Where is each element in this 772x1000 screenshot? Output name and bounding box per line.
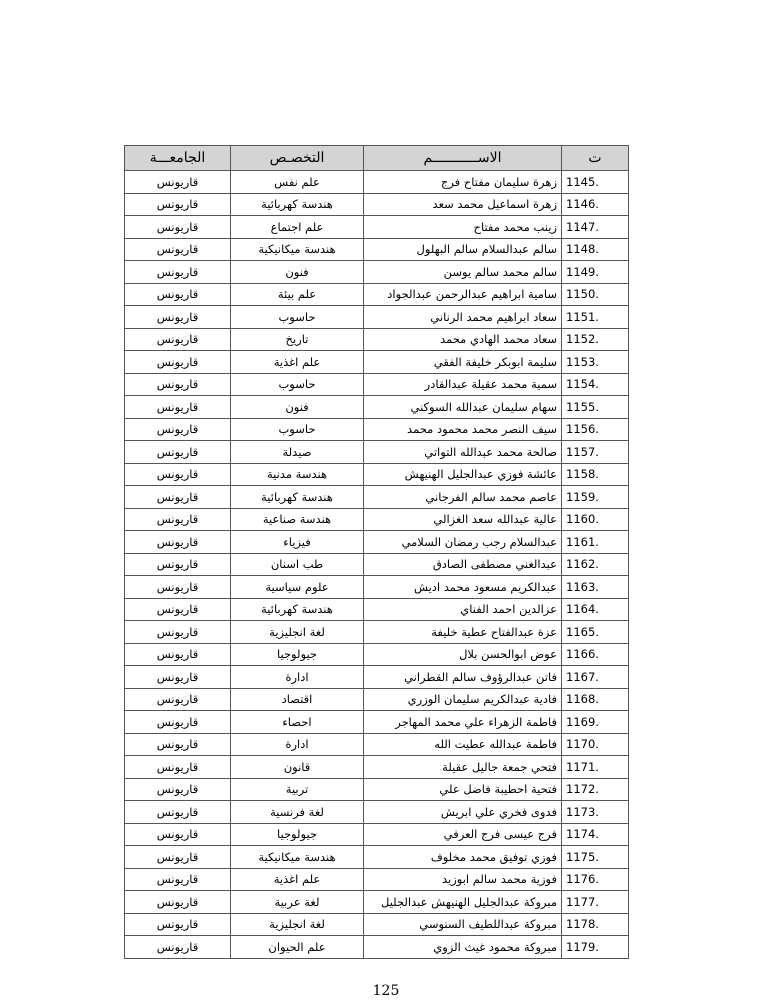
name-cell: عائشة فوزي عبدالجليل الهنيهش	[364, 463, 562, 486]
table-row	[125, 351, 629, 374]
specialization-cell: جيولوجيا	[231, 643, 364, 666]
name-cell: عوض ابوالحسن بلال	[364, 643, 562, 666]
table-row	[125, 576, 629, 599]
name-cell: زينب محمد مفتاح	[364, 216, 562, 239]
number-cell: 1172.	[562, 778, 629, 801]
name-cell: سيف النصر محمد محمود محمد	[364, 418, 562, 441]
name-cell: فتحية احطيبة فاضل علي	[364, 778, 562, 801]
name-cell: فدوى فخري علي ابريش	[364, 801, 562, 824]
table-row	[125, 396, 629, 419]
table-row	[125, 508, 629, 531]
specialization-cell: احصاء	[231, 711, 364, 734]
name-cell: عبدالسلام رجب رمضان السلامي	[364, 531, 562, 554]
university-cell: قاريونس	[125, 193, 231, 216]
name-cell: عزالدين احمد الفناي	[364, 598, 562, 621]
number-cell: 1154.	[562, 373, 629, 396]
university-cell: قاريونس	[125, 463, 231, 486]
specialization-cell: علم اجتماع	[231, 216, 364, 239]
name-cell: سليمة ابوبكر خليفة الفقي	[364, 351, 562, 374]
table-row	[125, 171, 629, 194]
number-cell: 1174.	[562, 823, 629, 846]
university-cell: قاريونس	[125, 891, 231, 914]
specialization-cell: حاسوب	[231, 306, 364, 329]
number-cell: 1160.	[562, 508, 629, 531]
university-cell: قاريونس	[125, 598, 231, 621]
name-cell: زهرة سليمان مفتاح فرج	[364, 171, 562, 194]
university-cell: قاريونس	[125, 913, 231, 936]
header-number: ت	[562, 146, 629, 171]
table-row	[125, 621, 629, 644]
university-cell: قاريونس	[125, 508, 231, 531]
name-cell: سعاد محمد الهادي محمد	[364, 328, 562, 351]
university-cell: قاريونس	[125, 396, 231, 419]
university-cell: قاريونس	[125, 823, 231, 846]
university-cell: قاريونس	[125, 576, 231, 599]
university-cell: قاريونس	[125, 688, 231, 711]
specialization-cell: لغة انجليزية	[231, 621, 364, 644]
specialization-cell: علم اغذية	[231, 868, 364, 891]
name-cell: سالم عبدالسلام سالم البهلول	[364, 238, 562, 261]
table-row	[125, 193, 629, 216]
name-cell: مبروكة عبداللطيف السنوسي	[364, 913, 562, 936]
table-row	[125, 553, 629, 576]
number-cell: 1169.	[562, 711, 629, 734]
number-cell: 1146.	[562, 193, 629, 216]
university-cell: قاريونس	[125, 328, 231, 351]
university-cell: قاريونس	[125, 531, 231, 554]
specialization-cell: هندسة كهربائية	[231, 598, 364, 621]
name-cell: فتحي جمعة جاليل عقيلة	[364, 756, 562, 779]
table-row	[125, 868, 629, 891]
number-cell: 1175.	[562, 846, 629, 869]
university-cell: قاريونس	[125, 666, 231, 689]
name-cell: عبدالغني مصطفى الصادق	[364, 553, 562, 576]
number-cell: 1159.	[562, 486, 629, 509]
table-row	[125, 306, 629, 329]
university-cell: قاريونس	[125, 553, 231, 576]
specialization-cell: فيزياء	[231, 531, 364, 554]
university-cell: قاريونس	[125, 418, 231, 441]
number-cell: 1153.	[562, 351, 629, 374]
specialization-cell: حاسوب	[231, 418, 364, 441]
specialization-cell: فنون	[231, 261, 364, 284]
table-row	[125, 688, 629, 711]
number-cell: 1176.	[562, 868, 629, 891]
table-row	[125, 531, 629, 554]
number-cell: 1155.	[562, 396, 629, 419]
university-cell: قاريونس	[125, 238, 231, 261]
number-cell: 1173.	[562, 801, 629, 824]
specialization-cell: هندسة كهربائية	[231, 193, 364, 216]
specialization-cell: هندسة ميكانيكية	[231, 238, 364, 261]
university-cell: قاريونس	[125, 801, 231, 824]
number-cell: 1152.	[562, 328, 629, 351]
number-cell: 1167.	[562, 666, 629, 689]
table-row	[125, 598, 629, 621]
table-row	[125, 711, 629, 734]
table-row	[125, 666, 629, 689]
university-cell: قاريونس	[125, 756, 231, 779]
table-row	[125, 463, 629, 486]
specialization-cell: هندسة كهربائية	[231, 486, 364, 509]
number-cell: 1164.	[562, 598, 629, 621]
table-row	[125, 936, 629, 959]
table-row	[125, 441, 629, 464]
table-row	[125, 486, 629, 509]
students-table	[124, 145, 629, 959]
specialization-cell: حاسوب	[231, 373, 364, 396]
specialization-cell: علوم سياسية	[231, 576, 364, 599]
table-row	[125, 283, 629, 306]
table-row	[125, 778, 629, 801]
header-specialization: التخصـص	[231, 146, 364, 171]
university-cell: قاريونس	[125, 643, 231, 666]
number-cell: 1148.	[562, 238, 629, 261]
specialization-cell: لغة انجليزية	[231, 913, 364, 936]
name-cell: صالحة محمد عبدالله التواتي	[364, 441, 562, 464]
number-cell: 1150.	[562, 283, 629, 306]
university-cell: قاريونس	[125, 778, 231, 801]
specialization-cell: هندسة صناعية	[231, 508, 364, 531]
number-cell: 1179.	[562, 936, 629, 959]
specialization-cell: جيولوجيا	[231, 823, 364, 846]
page-number: 125	[372, 983, 400, 999]
number-cell: 1156.	[562, 418, 629, 441]
university-cell: قاريونس	[125, 868, 231, 891]
name-cell: سهام سليمان عبدالله السوكني	[364, 396, 562, 419]
table-row	[125, 418, 629, 441]
university-cell: قاريونس	[125, 846, 231, 869]
number-cell: 1162.	[562, 553, 629, 576]
specialization-cell: فنون	[231, 396, 364, 419]
name-cell: فوزية محمد سالم ابوزيد	[364, 868, 562, 891]
specialization-cell: تاريخ	[231, 328, 364, 351]
table-row	[125, 733, 629, 756]
table-row	[125, 801, 629, 824]
name-cell: سالم محمد سالم يوسن	[364, 261, 562, 284]
university-cell: قاريونس	[125, 441, 231, 464]
table-row	[125, 261, 629, 284]
name-cell: فاطمة الزهراء علي محمد المهاجر	[364, 711, 562, 734]
number-cell: 1165.	[562, 621, 629, 644]
name-cell: مبروكة محمود غيث الزوي	[364, 936, 562, 959]
table-row	[125, 846, 629, 869]
number-cell: 1166.	[562, 643, 629, 666]
table-row	[125, 643, 629, 666]
number-cell: 1161.	[562, 531, 629, 554]
table-row	[125, 756, 629, 779]
number-cell: 1171.	[562, 756, 629, 779]
number-cell: 1177.	[562, 891, 629, 914]
university-cell: قاريونس	[125, 733, 231, 756]
name-cell: عاصم محمد سالم الفرجاني	[364, 486, 562, 509]
number-cell: 1157.	[562, 441, 629, 464]
table-header-row	[125, 146, 629, 171]
university-cell: قاريونس	[125, 351, 231, 374]
name-cell: فاتن عبدالرؤوف سالم القطراني	[364, 666, 562, 689]
specialization-cell: علم اغذية	[231, 351, 364, 374]
name-cell: زهرة اسماعيل محمد سعد	[364, 193, 562, 216]
specialization-cell: صيدلة	[231, 441, 364, 464]
number-cell: 1170.	[562, 733, 629, 756]
name-cell: فرج عيسى فرج العرفي	[364, 823, 562, 846]
table-row	[125, 328, 629, 351]
specialization-cell: علم نفس	[231, 171, 364, 194]
specialization-cell: طب اسنان	[231, 553, 364, 576]
table-row	[125, 216, 629, 239]
name-cell: فاطمة عبدالله عطيت الله	[364, 733, 562, 756]
table-row	[125, 823, 629, 846]
number-cell: 1145.	[562, 171, 629, 194]
specialization-cell: ادارة	[231, 733, 364, 756]
name-cell: عالية عبدالله سعد الغزالي	[364, 508, 562, 531]
specialization-cell: لغة فرنسية	[231, 801, 364, 824]
name-cell: فادية عبدالكريم سليمان الوزري	[364, 688, 562, 711]
number-cell: 1147.	[562, 216, 629, 239]
specialization-cell: علم الحيوان	[231, 936, 364, 959]
header-university: الجامعـــة	[125, 146, 231, 171]
table-row	[125, 373, 629, 396]
name-cell: فوزي توفيق محمد مخلوف	[364, 846, 562, 869]
table-row	[125, 913, 629, 936]
university-cell: قاريونس	[125, 711, 231, 734]
specialization-cell: ادارة	[231, 666, 364, 689]
number-cell: 1178.	[562, 913, 629, 936]
university-cell: قاريونس	[125, 171, 231, 194]
name-cell: سامية ابراهيم عبدالرحمن عبدالجواد	[364, 283, 562, 306]
table-row	[125, 238, 629, 261]
name-cell: عزة عبدالفتاح عطية خليفة	[364, 621, 562, 644]
university-cell: قاريونس	[125, 216, 231, 239]
university-cell: قاريونس	[125, 373, 231, 396]
name-cell: عبدالكريم مسعود محمد اديش	[364, 576, 562, 599]
specialization-cell: اقتصاد	[231, 688, 364, 711]
specialization-cell: لغة عربية	[231, 891, 364, 914]
university-cell: قاريونس	[125, 261, 231, 284]
specialization-cell: هندسة ميكانيكية	[231, 846, 364, 869]
number-cell: 1149.	[562, 261, 629, 284]
name-cell: مبروكة عبدالجليل الهنيهش عبدالجليل	[364, 891, 562, 914]
specialization-cell: هندسة مدنية	[231, 463, 364, 486]
specialization-cell: قانون	[231, 756, 364, 779]
header-name: الاســـــــــــم	[364, 146, 562, 171]
name-cell: سمية محمد عقيلة عبدالقادر	[364, 373, 562, 396]
specialization-cell: علم بيئة	[231, 283, 364, 306]
number-cell: 1168.	[562, 688, 629, 711]
number-cell: 1158.	[562, 463, 629, 486]
university-cell: قاريونس	[125, 486, 231, 509]
university-cell: قاريونس	[125, 621, 231, 644]
table-row	[125, 891, 629, 914]
specialization-cell: تربية	[231, 778, 364, 801]
university-cell: قاريونس	[125, 283, 231, 306]
number-cell: 1151.	[562, 306, 629, 329]
university-cell: قاريونس	[125, 936, 231, 959]
name-cell: سعاد ابراهيم محمد الرناني	[364, 306, 562, 329]
number-cell: 1163.	[562, 576, 629, 599]
university-cell: قاريونس	[125, 306, 231, 329]
